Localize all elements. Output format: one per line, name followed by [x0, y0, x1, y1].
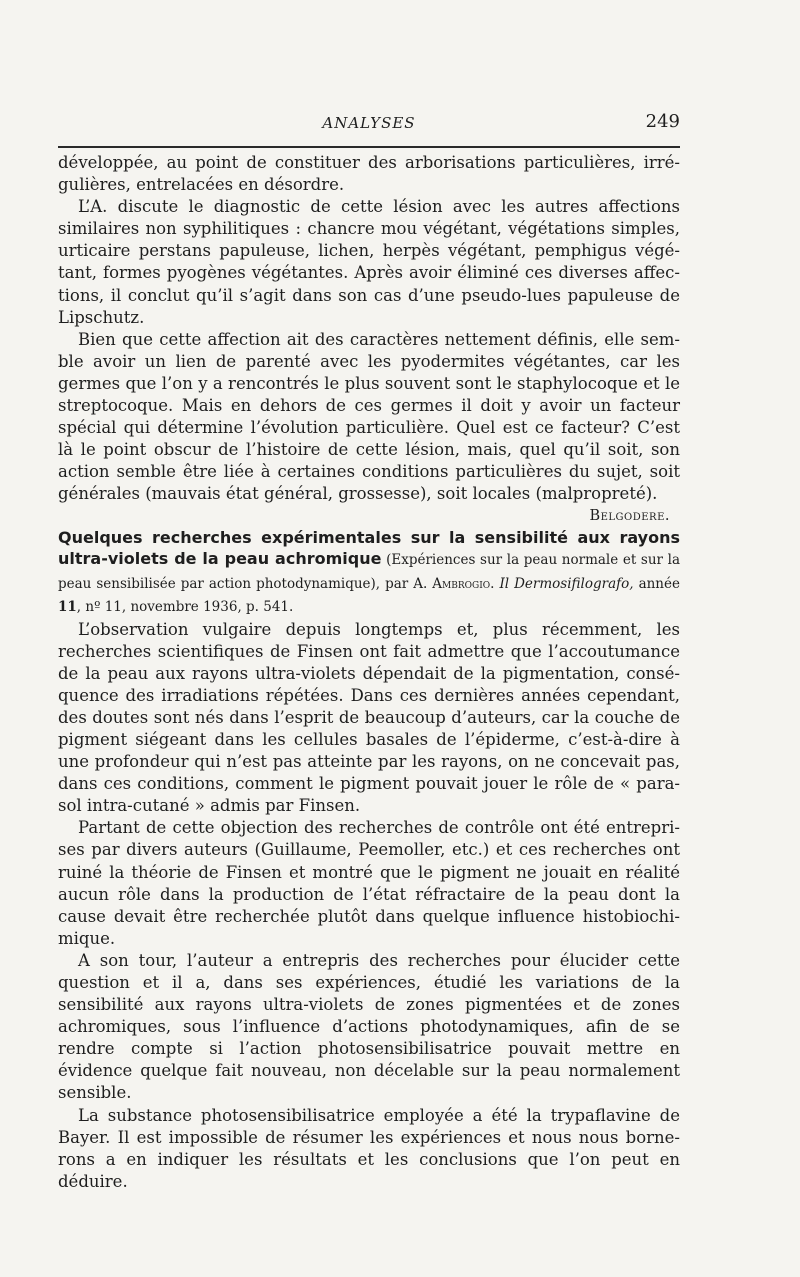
article-volume: 11	[58, 599, 77, 615]
page-number: 249	[645, 111, 680, 132]
body-text	[58, 152, 680, 1193]
article-details: , nº 11, novembre 1936, p. 541.	[76, 599, 294, 615]
article-author: A. Ambrogio.	[413, 575, 495, 592]
paragraph: A son tour, l’auteur a entrepris des recherches pour élucider cette question et il a, dans ses expériences, étudié les variations de la sensibilité aux rayons ultra-violets de zones pigmentées et de zones achromiques, sous l’influence d’actions photodynamiques, afin de se rendre compte si l’action photosensibilisatrice pouvait mettre en évidence quelque fait nouveau, non décelable sur la peau normalement sensible.	[58, 950, 680, 1103]
article-journal: Il Dermosifilografo,	[494, 575, 634, 592]
paragraph: L’A. discute le diagnostic de cette lésion avec les autres affections similaires non syphilitiques : chancre mou végétant, végétations simples, urticaire perstans papuleuse, lichen, herpès végétant, pemphigus végétant, formes pyogènes végétantes. Après avoir éliminé ces diverses affections, il conclut qu’il s’agit dans son cas d’une pseudo-lues papuleuse de Lipschutz.	[58, 197, 680, 327]
header-rule	[58, 146, 680, 148]
article-heading	[58, 527, 680, 619]
article-year-prefix: année	[633, 575, 680, 592]
article-title: Quelques recherches expérimentales sur la sensibilité aux rayons ultra-violets de la peau achromique	[58, 527, 680, 568]
journal-section-title: ANALYSES	[322, 114, 416, 132]
paragraph: Partant de cette objection des recherches de contrôle ont été entreprises par divers auteurs (Guillaume, Peemoller, etc.) et ces recherches ont ruiné la théorie de Finsen et montré que le pigment ne jouait en réalité aucun rôle dans la production de l’état réfractaire de la peau dont la cause devait être recherchée plutôt dans quelque influence histobiochimique.	[58, 818, 680, 948]
paragraph: développée, au point de constituer des arborisations particulières, irrégulières, entrelacées en désordre.	[58, 153, 680, 195]
paragraph: L’observation vulgaire depuis longtemps et, plus récemment, les recherches scientifiques de Finsen ont fait admettre que l’accoutumance de la peau aux rayons ultra-violets dépendait de la pigmentation, conséquence des irradiations répétées. Dans ces dernières années cependant, des doutes sont nés dans l’esprit de beaucoup d’auteurs, car la couche de pigment siégeant dans les cellules basales de l’épiderme, c’est-à-dire à une profondeur qui n’est pas atteinte par les rayons, on ne concevait pas, dans ces conditions, comment le pigment pouvait jouer le rôle de « parasol intra-cutané » admis par Finsen.	[58, 619, 680, 816]
article-subtitle: (Expériences sur la peau normale et sur la peau sensibilisée par action photodynamique), par	[58, 552, 681, 592]
running-head	[58, 111, 680, 137]
paragraph: Bien que cette affection ait des caractères nettement définis, elle semble avoir un lien de parenté avec les pyodermites végétantes, car les germes que l’on y a rencontrés le plus souvent sont le staphylocoque et le streptocoque. Mais en dehors de ces germes il doit y avoir un facteur spécial qui détermine l’évolution particulière. Quel est ce facteur? C’est là le point obscur de l’histoire de cette lésion, mais, quel qu’il soit, son action semble être liée à certaines conditions particulières du sujet, soit générales (mauvais état général, grossesse), soit locales (malpropreté).	[58, 329, 680, 504]
paragraph: La substance photosensibilisatrice employée a été la trypaflavine de Bayer. Il est impossible de résumer les expériences et nous nous bornerons a en indiquer les résultats et les conclusions que l’on peut en déduire.	[58, 1105, 680, 1191]
reviewer-signature: Belgodere.	[589, 507, 670, 524]
